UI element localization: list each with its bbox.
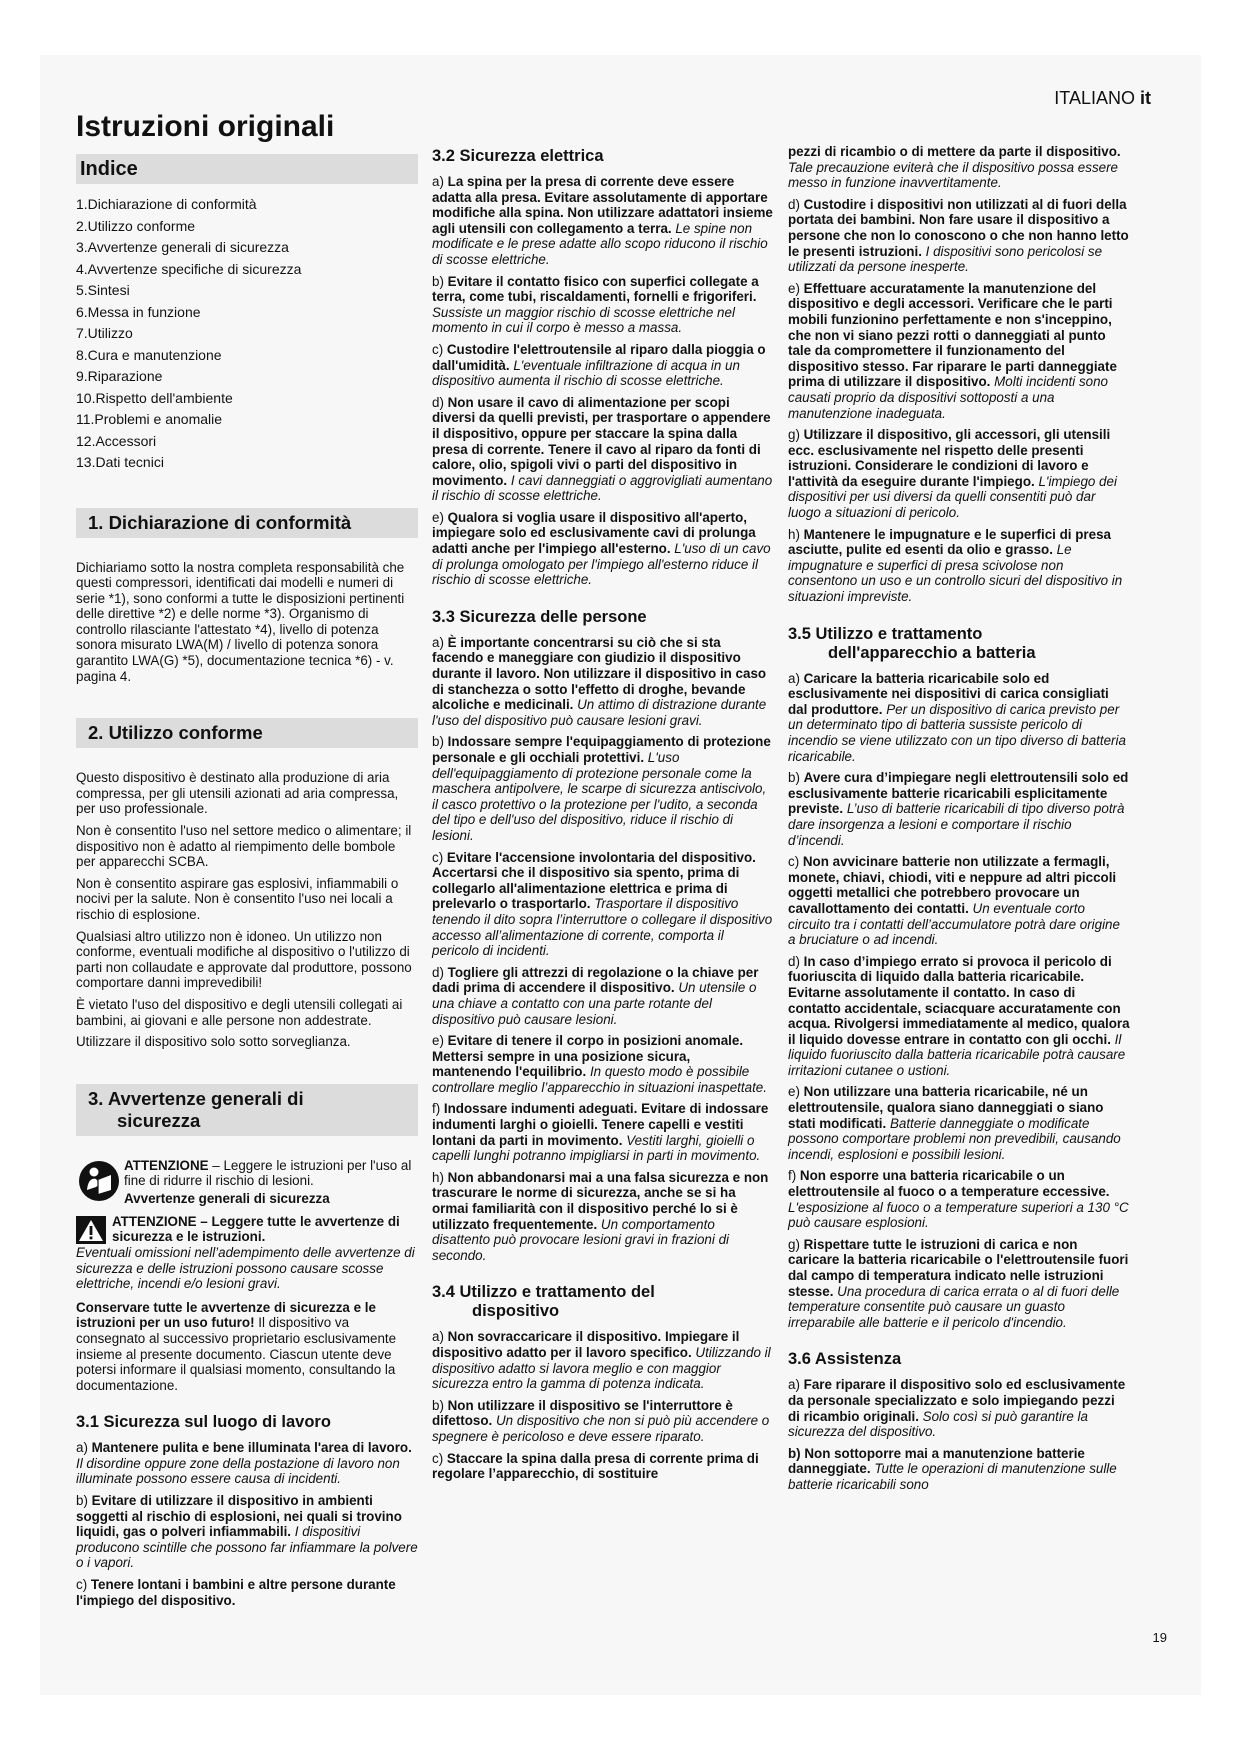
section-3-5-heading: 3.5 Utilizzo e trattamento dell'apparecchio a batteria xyxy=(788,624,1036,662)
safety-item: d) Custodire i dispositivi non utilizzati al di fuori della portata dei bambini. Non fare usare il dispositivo a persone che non lo conoscono o che non hanno letto le presenti istruzioni. I dispositivi sono pericolosi se utilizzati da persone inesperte. xyxy=(788,196,1129,275)
intended-use-paragraph: È vietato l'uso del dispositivo e degli utensili collegati ai bambini, ai giovani e alle persone non addestrate. xyxy=(76,996,403,1028)
toc-item[interactable]: 6.Messa in funzione xyxy=(76,303,201,320)
table-of-contents xyxy=(76,194,418,474)
intended-use-paragraph: Utilizzare il dispositivo solo sotto sorveglianza. xyxy=(76,1034,351,1050)
safety-item: b) Non utilizzare il dispositivo se l'interruttore è difettoso. Un dispositivo che non si può più accendere o spegnere è pericoloso e deve essere riparato. xyxy=(432,1397,770,1444)
section-1-heading: 1. Dichiarazione di conformità xyxy=(76,508,418,538)
toc-item[interactable]: 10.Rispetto dell'ambiente xyxy=(76,389,233,406)
index-heading: Indice xyxy=(76,154,418,184)
safety-item: b) Avere cura d’impiegare negli elettroutensili solo ed esclusivamente batterie ricaricabili esplicitamente previste. L’uso di batterie ricaricabili di tipo diverso potrà dare insorgenza a lesioni e comportare il rischio d’incendi. xyxy=(788,770,1129,848)
toc-item[interactable]: 7.Utilizzo xyxy=(76,325,133,341)
section-3-3-heading: 3.3 Sicurezza delle persone xyxy=(432,607,647,626)
section-2-heading: 2. Utilizzo conforme xyxy=(76,718,418,748)
safety-item: a) Caricare la batteria ricaricabile solo ed esclusivamente nei dispositivi di carica consigliati dal produttore. Per un dispositivo di carica previsto per un determinato tipo di batteria sussiste pericolo di incendio se viene utilizzato con un tipo diverso di batteria ricaricabile. xyxy=(788,670,1126,764)
safety-item: c) Tenere lontani i bambini e altre persone durante l'impiego del dispositivo. xyxy=(76,1577,396,1608)
toc-item[interactable]: 12.Accessori xyxy=(76,432,157,449)
safety-item: pezzi di ricambio o di mettere da parte il dispositivo. Tale precauzione eviterà che il dispositivo possa essere messo in funzione inavvertitamente. xyxy=(788,144,1121,191)
safety-item: h) Mantenere le impugnature e le superfici di presa asciutte, pulite ed esenti da olio e grasso. Le impugnature e superfici di presa scivolose non consentono un uso e un controllo sicuri del dispositivo in situazioni impreviste. xyxy=(788,526,1123,605)
warning-triangle-icon xyxy=(76,1216,106,1244)
safety-item: b) Non sottoporre mai a manutenzione batterie danneggiate. Tutte le operazioni di manutenzione sulle batterie ricaricabili sono xyxy=(788,1445,1117,1492)
intended-use-paragraph: Non è consentito l'uso nel settore medico o alimentare; il dispositivo non è adatto al riempimento delle bombole per apparecchi SCBA. xyxy=(76,823,412,870)
intended-use-paragraph: Non è consentito aspirare gas esplosivi, infiammabili o nocivi per la salute. Non è consentito l'uso nei locali a rischio di esplosione. xyxy=(76,875,399,922)
section-3-1-heading: 3.1 Sicurezza sul luogo di lavoro xyxy=(76,1413,331,1432)
toc-item[interactable]: 5.Sintesi xyxy=(76,282,130,298)
safety-item: a) Mantenere pulita e bene illuminata l'area di lavoro. Il disordine oppure zone della postazione di lavoro non illuminate possono essere causa di incidenti. xyxy=(76,1440,412,1487)
safety-item: d) Non usare il cavo di alimentazione per scopi diversi da quelli previsti, per trasportare o appendere il dispositivo, oppure per staccare la spina dalla presa di corrente. Tenere il cavo al riparo da fonti di calore, olio, spigoli vivi o parti del dispositivo in movimento. I cavi danneggiati o aggrovigliati aumentano il rischio di scosse elettriche. xyxy=(432,394,773,504)
toc-item[interactable]: 13.Dati tecnici xyxy=(76,454,164,470)
safety-item: e) Qualora si voglia usare il dispositivo all'aperto, impiegare solo ed esclusivamente cavi di prolunga adatti anche per l'impiego all'esterno. L'uso di un cavo di prolunga omologato per l'impiego all'esterno riduce il rischio di scosse elettriche. xyxy=(432,509,771,588)
safety-item: c) Staccare la spina dalla presa di corrente prima di regolare l’apparecchio, di sostituire xyxy=(432,1450,759,1482)
read-manual-warning: ATTENZIONE – Leggere le istruzioni per l'uso al fine di ridurre il rischio di lesioni. Avvertenze generali di sicurezza xyxy=(76,1158,418,1208)
safety-item: b) Evitare il contatto fisico con superfici collegate a terra, come tubi, riscaldamenti, fornelli e frigoriferi. Sussiste un maggior rischio di scosse elettriche nel momento in cui il corpo è messo a massa. xyxy=(432,273,759,336)
section-3-4-heading: 3.4 Utilizzo e trattamento del dispositivo xyxy=(432,1283,655,1321)
section-3-6-heading: 3.6 Assistenza xyxy=(788,1350,902,1369)
toc-item[interactable]: 9.Riparazione xyxy=(76,368,163,384)
safety-item: f) Indossare indumenti adeguati. Evitare di indossare indumenti larghi o gioielli. Tenere capelli e vestiti lontani da parti in movimento. Vestiti larghi, gioielli o capelli lunghi potranno impigliarsi in parti in movimento. xyxy=(432,1101,769,1164)
toc-item[interactable]: 1.Dichiarazione di conformità xyxy=(76,196,257,212)
page-number: 19 xyxy=(1152,1630,1167,1645)
safety-item: a) Fare riparare il dispositivo solo ed esclusivamente da personale specializzato e solo impiegando pezzi di ricambio originali. Solo così si può garantire la sicurezza del dispositivo. xyxy=(788,1377,1126,1440)
intended-use-paragraph: Qualsiasi altro utilizzo non è idoneo. Un utilizzo non conforme, eventuali modifiche al dispositivo o l'utilizzo di parti non collaudate e approvate dal produttore, possono comportare danni imprevedibili! xyxy=(76,928,412,991)
toc-item[interactable]: 2.Utilizzo conforme xyxy=(76,217,196,234)
column-1: Indice 1.Dichiarazione di conformità 2.Utilizzo conforme 3.Avvertenze generali di sicurezza 4.Avvertenze specifiche di sicurezza 5.Sintesi 6.Messa in funzione 7.Utilizzo 8.Cura e manutenzione 9.Riparazione 10.Rispetto dell'ambiente 11.Problemi e anomalie 12.Accessori 13.Dati tecnici 1. Dichiarazione di conformità Dichiariamo sotto la nostra completa responsabilità che questi compressori, identificati dai modelli e numeri di serie *1), sono conformi a tutte le disposizioni pertinenti delle direttive *2) e delle norme *3). Organismo di controllo rilasciante l'attestato *4), livello di potenza sonora misurato LWA(M) / livello di potenza sonora garantito LWA(G) *5), documentazione tecnica *6) - v. pagina 4. 2. Utilizzo conforme Questo dispositivo è destinato alla produzione di aria compressa, per gli utensili azionati ad aria compressa, per uso professionale. Non è consentito l'uso nel settore medico o alimentare; il dispositivo non è adatto al riempimento delle bombole per apparecchi SCBA. Non è consentito aspirare gas esplosivi, infiammabili o nocivi per la salute. Non è consentito l'uso nei locali a rischio di esplosione. Qualsiasi altro utilizzo non è idoneo. Un utilizzo non conforme, eventuali modifiche al dispositivo o l'utilizzo di parti non collaudate e approvate dal produttore, possono comportare danni imprevedibili! È vietato l'uso del dispositivo e degli utensili collegati ai bambini, ai giovani e alle persone non addestrate. Utilizzare il dispositivo solo sotto sorveglianza. 3. Avvertenze generali di sicurezza ATTENZIONE – Leggere le istruzioni per l'uso al fine di ridurre il rischio di lesioni. Avvertenze generali di sicurezza ATTENZIONE – Leggere tutte le avvertenze di sicurezza e le istruzioni. Eventuali omissioni nell’adempimento delle avvertenze di sicurezza e delle istruzioni possono causare scosse elettriche, incendi e/o lesioni gravi. Conservare tutte le avvertenze di sicurezza e le istruzioni per un uso futuro! Il dispositivo va consegnato al successivo proprietario esclusivamente insieme al presente documento. Ciascun utente deve potersi informare il qualsiasi momento, consultando la documentazione. 3.1 Sicurezza sul luogo di lavoro a) Mantenere pulita e bene illuminata l'area di lavoro. Il disordine oppure zone della postazione di lavoro non illuminate possono essere causa di incidenti. b) Evitare di utilizzare il dispositivo in ambienti soggetti al rischio di esplosioni, nei quali si trovino liquidi, gas o polveri infiammabili. I dispositivi producono scintille che possono far infiammare la polvere o i vapori. c) Tenere lontani i bambini e altre persone durante l'impiego del dispositivo. xyxy=(76,144,418,1614)
safety-item: e) Effettuare accuratamente la manutenzione del dispositivo e degli accessori. Verificare che le parti mobili funzionino perfettamente e non s'inceppino, che non vi siano pezzi rotti o danneggiati al punto tale da compromettere il funzionamento del dispositivo stesso. Far riparare le parti danneggiate prima di utilizzare il dispositivo. Molti incidenti sono causati proprio da dispositivi sottoposti a una manutenzione inadeguata. xyxy=(788,280,1117,421)
safety-item: a) Non sovraccaricare il dispositivo. Impiegare il dispositivo adatto per il lavoro specifico. Utilizzando il dispositivo adatto si lavora meglio e con maggior sicurezza entro la gamma di potenza indicata. xyxy=(432,1329,771,1392)
safety-item: e) Evitare di tenere il corpo in posizioni anomale. Mettersi sempre in una posizione sicura, mantenendo l'equilibrio. In questo modo è possibile controllare meglio l’apparecchio in situazioni inaspettate. xyxy=(432,1033,767,1095)
conformity-text: Dichiariamo sotto la nostra completa responsabilità che questi compressori, identificati dai modelli e numeri di serie *1), sono conformi a tutte le disposizioni pertinenti delle direttive *2) e delle norme *3). Organismo di controllo rilasciante l'attestato *4), livello di potenza sonora misurato LWA(M) / livello di potenza sonora garantito LWA(G) *5), documentazione tecnica *6) - v. pagina 4. xyxy=(76,559,405,684)
safety-item: c) Custodire l'elettroutensile al riparo dalla pioggia o dall'umidità. L'eventuale infiltrazione di acqua in un dispositivo aumenta il rischio di scosse elettriche. xyxy=(432,341,766,389)
safety-item: h) Non abbandonarsi mai a una falsa sicurezza e non trascurare le norme di sicurezza, anche se si ha ormai familiarità con il dispositivo perché lo si è utilizzato frequentemente. Un comportamento disattento può provocare lesioni gravi in frazioni di secondo. xyxy=(432,1169,769,1263)
document-title: Istruzioni originali xyxy=(76,110,335,143)
safety-item: c) Non avvicinare batterie non utilizzate a fermagli, monete, chiavi, chiodi, viti e neppure ad altri piccoli oggetti metallici che potrebbero provocare un cavallottamento dei contatti. Un eventuale corto circuito tra i contatti dell’accumulatore potrà dare origine a bruciature o ad incendi. xyxy=(788,854,1120,948)
safety-item: e) Non utilizzare una batteria ricaricabile, né un elettroutensile, qualora siano danneggiati o siano stati modificati. Batterie danneggiate o modificate possono comportare problemi non prevedibili, causando incendi, esplosioni e possibili lesioni. xyxy=(788,1084,1121,1162)
section-3-2-heading: 3.2 Sicurezza elettrica xyxy=(432,147,604,165)
safety-item: f) Non esporre una batteria ricaricabile o un elettroutensile al fuoco o a temperature eccessive. L'esposizione al fuoco o a temperature superiori a 130 °C può causare esplosioni. xyxy=(788,1168,1129,1231)
general-warning: ATTENZIONE – Leggere tutte le avvertenze di sicurezza e le istruzioni. xyxy=(76,1214,418,1245)
toc-item[interactable]: 4.Avvertenze specifiche di sicurezza xyxy=(76,260,302,277)
toc-item[interactable]: 8.Cura e manutenzione xyxy=(76,346,222,363)
language-label: ITALIANO it xyxy=(1054,88,1151,108)
safety-item: g) Rispettare tutte le istruzioni di carica e non caricare la batteria ricaricabile o l'elettroutensile fuori dal campo di temperatura indicato nelle istruzioni stesse. Una procedura di carica errata o al di fuori delle temperature consentite può causare un guasto irreparabile alle batterie e il pericolo d'incendio. xyxy=(788,1236,1129,1330)
safety-item: d) In caso d’impiego errato si provoca il pericolo di fuoriuscita di liquido dalla batteria ricaricabile. Evitarne assolutamente il contatto. In caso di contatto accidentale, sciacquare accuratamente con acqua. Rivolgersi immediatamente al medico, qualora il liquido dovesse entrare in contatto con gli occhi. Il liquido fuoriuscito dalla batteria ricaricabile potrà causare irritazioni cutanee o ustioni. xyxy=(788,953,1130,1078)
safety-item: b) Evitare di utilizzare il dispositivo in ambienti soggetti al rischio di esplosioni, nei quali si trovino liquidi, gas o polveri infiammabili. I dispositivi producono scintille che possono far infiammare la polvere o i vapori. xyxy=(76,1493,418,1571)
safety-item: g) Utilizzare il dispositivo, gli accessori, gli utensili ecc. esclusivamente nel rispetto delle presenti istruzioni. Considerare le condizioni di lavoro e l'attività da eseguire durante l'impiego. L'impiego dei dispositivi per usi diversi da quelli consentiti può dar luogo a situazioni di pericolo. xyxy=(788,427,1117,521)
intended-use-paragraph: Questo dispositivo è destinato alla produzione di aria compressa, per gli utensili azionati ad aria compressa, per uso professionale. xyxy=(76,770,399,817)
column-2 xyxy=(432,144,773,1488)
section-3-heading: 3. Avvertenze generali di sicurezza xyxy=(76,1084,418,1136)
toc-item[interactable]: 11.Problemi e anomalie xyxy=(76,411,223,427)
toc-item[interactable]: 3.Avvertenze generali di sicurezza xyxy=(76,239,289,255)
safety-item: a) È importante concentrarsi su ciò che si sta facendo e maneggiare con giudizio il dispositivo durante il lavoro. Non utilizzare il dispositivo in caso di stanchezza o sotto l'effetto di droghe, bevande alcoliche e medicinali. Un attimo di distrazione durante l'uso del dispositivo può causare lesioni gravi. xyxy=(432,634,767,728)
read-manual-icon xyxy=(78,1160,120,1202)
safety-item: a) La spina per la presa di corrente deve essere adatta alla presa. Evitare assolutamente di apportare modifiche alla spina. Non utilizzare adattatori insieme agli utensili con collegamento a terra. Le spine non modificate e le prese adatte allo scopo riducono il rischio di scosse elettriche. xyxy=(432,174,773,267)
safety-item: b) Indossare sempre l'equipaggiamento di protezione personale e gli occhiali protettivi. L'uso dell'equipaggiamento di protezione personale come la maschera antipolvere, le scarpe di sicurezza antiscivolo, il casco protettivo o la protezione per l'udito, a seconda del tipo e dell'uso del dispositivo, riduce il rischio di lesioni. xyxy=(432,734,771,843)
safety-item: c) Evitare l'accensione involontaria del dispositivo. Accertarsi che il dispositivo sia spento, prima di collegarlo all'alimentazione elettrica e prima di prelevarlo o trasportarlo. Trasportare il dispositivo tenendo il dito sopra l’interruttore o collegare il dispositivo accesso all’alimentazione di corrente, comporta il pericolo di incidenti. xyxy=(432,849,773,959)
column-3 xyxy=(788,144,1130,1499)
safety-item: d) Togliere gli attrezzi di regolazione o la chiave per dadi prima di accendere il dispositivo. Un utensile o una chiave a contatto con una parte rotante del dispositivo può causare lesioni. xyxy=(432,964,759,1027)
